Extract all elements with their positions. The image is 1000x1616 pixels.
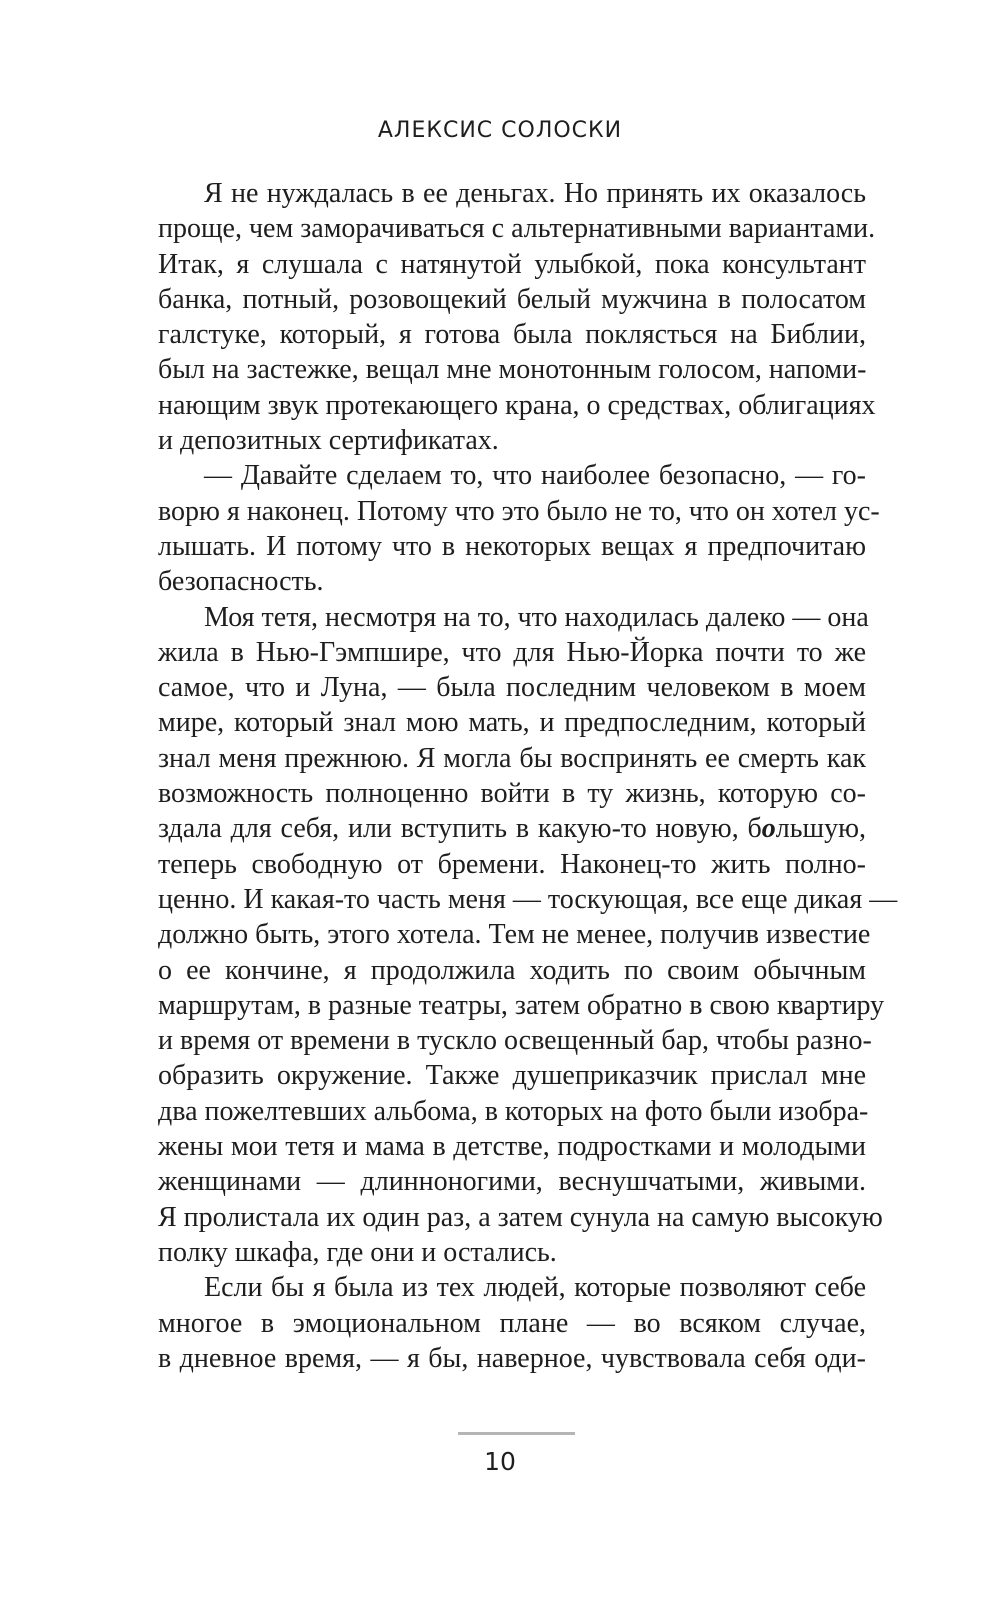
running-header: АЛЕКСИС СОЛОСКИ	[377, 118, 623, 143]
text-line: мире, который знал мою мать, и предпоследним, который	[158, 707, 866, 739]
text-line: безопасность.	[158, 566, 324, 598]
text-line: — Давайте сделаем то, что наиболее безопасно, — го-	[204, 460, 866, 492]
text-line: знал меня прежнюю. Я могла бы воспринять ее смерть как	[158, 742, 866, 774]
text-line: ценно. И какая-то часть меня — тоскующая, все еще дикая —	[158, 883, 898, 915]
text-line: жила в Нью-Гэмпшире, что для Нью-Йорка почти то же	[158, 636, 866, 668]
text-line: два пожелтевших альбома, в которых на фото были изобра-	[158, 1095, 869, 1127]
text-line: женщинами — длинноногими, веснушчатыми, живыми.	[158, 1166, 866, 1198]
text-line: Итак, я слушала с натянутой улыбкой, пока консультант	[158, 248, 866, 280]
text-line: многое в эмоциональном плане — во всяком случае,	[158, 1307, 866, 1339]
text-fragment: льшую,	[775, 813, 866, 845]
body-text	[158, 176, 898, 1376]
text-line: Если бы я была из тех людей, которые позволяют себе	[204, 1272, 866, 1304]
text-line: Я пролистала их один раз, а затем сунула на самую высокую	[158, 1201, 883, 1233]
text-line: о ее кончине, я продолжила ходить по своим обычным	[158, 954, 866, 986]
stress-mark: о	[761, 813, 776, 845]
text-line: галстуке, который, я готова была поклясться на Библии,	[158, 319, 866, 351]
text-line: Я не нуждалась в ее деньгах. Но принять их оказалось	[204, 178, 866, 209]
text-line: теперь свободную от бремени. Наконец-то жить полно-	[158, 848, 866, 880]
text-line: самое, что и Луна, — была последним человеком в моем	[158, 672, 866, 704]
text-line: маршрутам, в разные театры, затем обратно в свою квартиру	[158, 989, 885, 1021]
footer-rule	[458, 1432, 575, 1435]
text-line: должно быть, этого хотела. Тем не менее, получив известие	[158, 919, 871, 951]
text-line: жены мои тетя и мама в детстве, подростками и молодыми	[158, 1131, 866, 1163]
page-number: 10	[484, 1447, 516, 1476]
text-line: нающим звук протекающего крана, о средствах, облигациях	[158, 389, 876, 421]
text-fragment: здала для себя, или вступить в какую-то новую, б	[158, 813, 762, 845]
text-line: ворю я наконец. Потому что это было не то, что он хотел ус-	[158, 495, 880, 527]
text-line: образить окружение. Также душеприказчик прислал мне	[158, 1060, 866, 1092]
text-line: полку шкафа, где они и остались.	[158, 1236, 557, 1268]
text-line: возможность полноценно войти в ту жизнь, которую со-	[158, 778, 866, 810]
text-line: в дневное время, — я бы, наверное, чувствовала себя оди-	[158, 1342, 866, 1374]
text-line: Моя тетя, несмотря на то, что находилась далеко — она	[204, 601, 869, 633]
text-line: лышать. И потому что в некоторых вещах я предпочитаю	[158, 530, 866, 562]
text-line: проще, чем заморачиваться с альтернативными вариантами.	[158, 213, 876, 245]
text-line: был на застежке, вещал мне монотонным голосом, напоми-	[158, 354, 867, 386]
text-line: банка, потный, розовощекий белый мужчина в полосатом	[158, 283, 866, 315]
text-line: и время от времени в тускло освещенный бар, чтобы разно-	[158, 1025, 872, 1057]
text-line: и депозитных сертификатах.	[158, 425, 499, 457]
text-line	[158, 811, 866, 846]
